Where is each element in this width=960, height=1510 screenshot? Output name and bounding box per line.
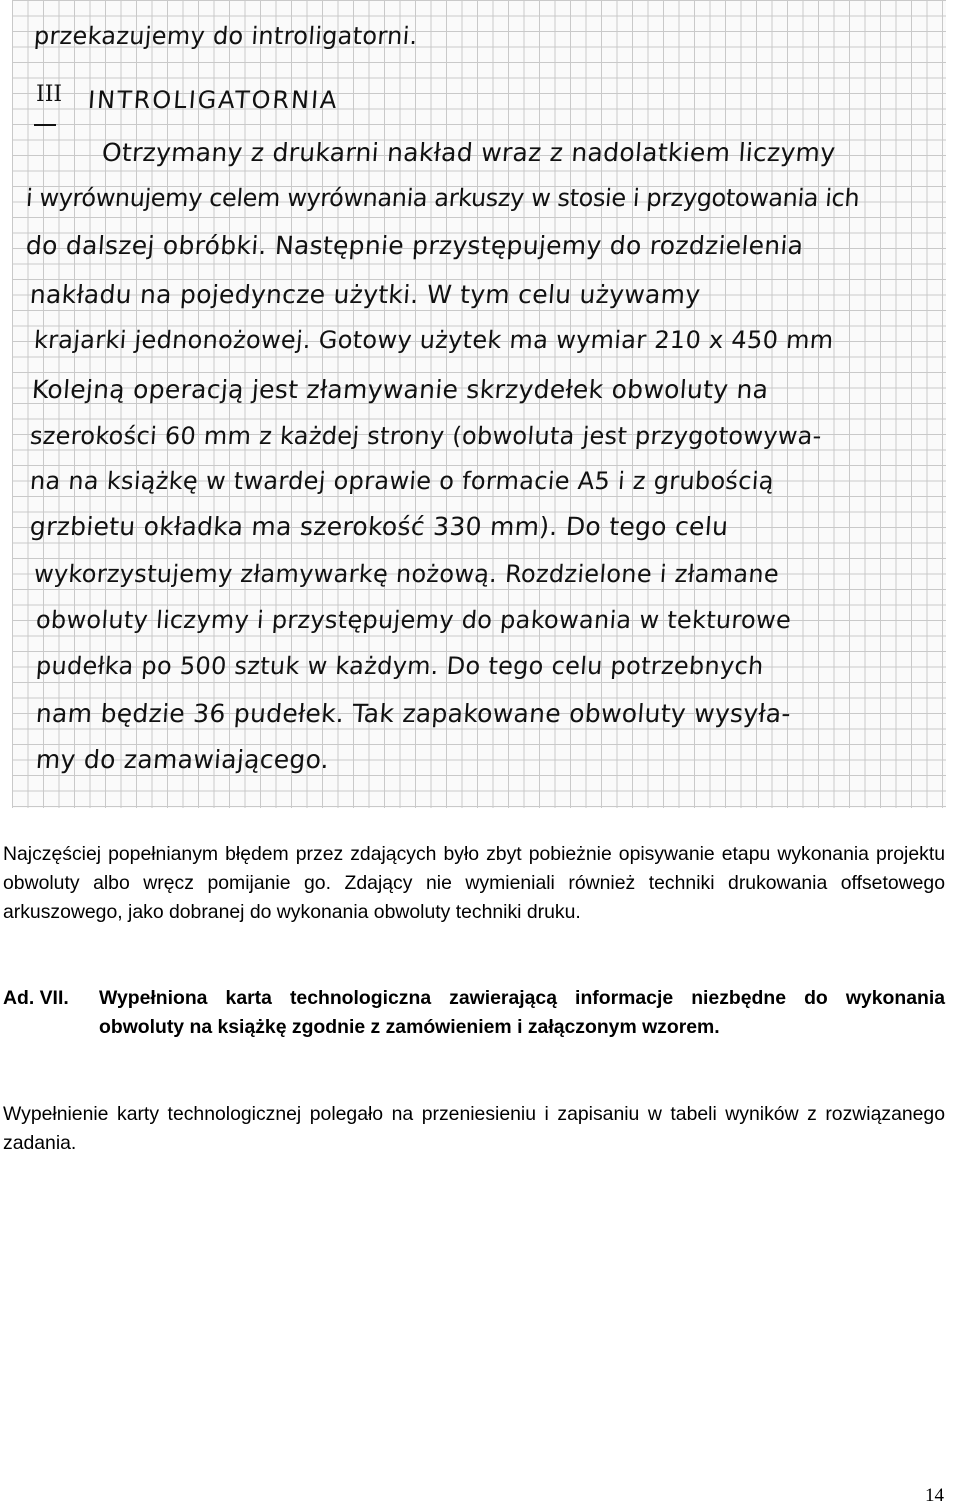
handwritten-line: na na książkę w twardej oprawie o formacie A5 i z grubością [29,467,775,495]
handwritten-line: i wyrównujemy celem wyrównania arkuszy w stosie i przygotowania ich [25,184,861,212]
handwritten-line: my do zamawiającego. [34,745,331,774]
margin-underline [34,104,56,126]
handwritten-line: krajarki jednonożowej. Gotowy użytek ma wymiar 210 x 450 mm [33,326,835,354]
handwritten-scan [12,0,946,808]
handwritten-line: wykorzystujemy złamywarkę nożową. Rozdzielone i złamane [33,560,781,588]
handwritten-line: Otrzymany z drukarni nakład wraz z nadolatkiem liczymy [100,138,837,167]
page-number: 14 [925,1485,944,1506]
paragraph-errors: Najczęściej popełnianym błędem przez zdających było zbyt pobieżnie opisywanie etapu wykonania projektu obwoluty albo wręcz pomijanie go. Zdający nie wymieniali również techniki drukowania offsetowego arkuszowego, jako dobranej do wykonania obwoluty techniki druku. [3,843,945,923]
section-heading-text: Wypełniona karta technologiczna zawierającą informacje niezbędne do wykonania obwoluty na książkę zgodnie z zamówieniem i załączonym wzorem. [99,987,945,1038]
handwritten-line: przekazujemy do introligatorni. [33,22,419,50]
handwritten-line: pudełka po 500 sztuk w każdym. Do tego celu potrzebnych [35,652,765,680]
margin-mark: III [36,82,63,107]
handwritten-line: INTROLIGATORNIA [87,86,340,114]
handwritten-line: obwoluty liczymy i przystępujemy do pakowania w tekturowe [35,606,793,634]
handwritten-line: Kolejną operacją jest złamywanie skrzydełek obwoluty na [30,375,770,404]
section-vii [3,984,945,1042]
handwritten-line: szerokości 60 mm z każdej strony (obwoluta jest przygotowywa- [29,422,823,450]
paragraph-card: Wypełnienie karty technologicznej polegało na przeniesieniu i zapisaniu w tabeli wyników z rozwiązanego zadania. [3,1103,945,1154]
section-label: Ad. VII. [3,987,69,1009]
handwritten-line: grzbietu okładka ma szerokość 330 mm). Do tego celu [28,512,730,541]
handwritten-line: nakładu na pojedyncze użytki. W tym celu używamy [28,280,702,309]
handwritten-line: nam będzie 36 pudełek. Tak zapakowane obwoluty wysyła- [34,699,792,728]
handwritten-line: do dalszej obróbki. Następnie przystępujemy do rozdzielenia [24,231,805,260]
